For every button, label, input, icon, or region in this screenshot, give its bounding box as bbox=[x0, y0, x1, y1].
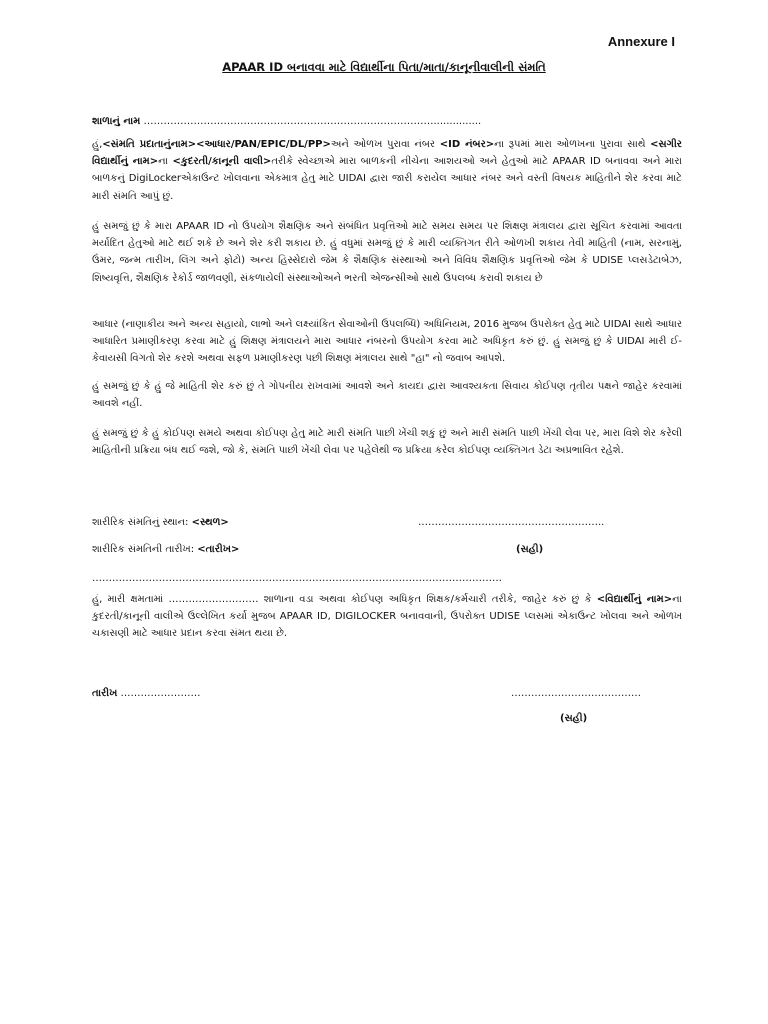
consent-paragraph-4: હું સમજું છું કે હું જે માહિતી શેર કરું છું તે ગોપનીય રાખવામાં આવશે અને કાયદા દ્વારા આવશ્યકતા સિવાય કોઈપણ તૃતીય પક્ષને જાહેર કરવામાં આવશે નહીં. bbox=[92, 381, 682, 410]
p6-text-2: ના કુદરતી/કાનૂની વાલીએ ઉલ્લેખિત કર્યા મુજબ APAAR ID, DIGILOCKER બનાવવાની, ઉપરોક્ત UDISE પ્લસમાં એકાઉન્ટ ખોલવા અને ઓળખ ચકાસણી માટે આધાર પ્રદાન કરવા સંમત થયા છે. bbox=[92, 594, 682, 640]
declaration-date-dots: …………………… bbox=[120, 688, 201, 699]
p1-text-3: ના રૂપમાં મારા ઓળખના પુરાવા સાથે bbox=[494, 139, 651, 150]
declaration-paragraph bbox=[92, 591, 682, 643]
annexure-label: Annexure I bbox=[607, 34, 675, 49]
school-name-label: શાળાનું નામ bbox=[92, 116, 141, 127]
separator-dots: …………………………………………………………………………………………………………… bbox=[92, 573, 502, 584]
consent-date-value: <તારીખ> bbox=[197, 544, 240, 555]
school-name-line bbox=[92, 113, 682, 130]
consent-date-line bbox=[92, 544, 239, 555]
declaration-date-label: તારીખ bbox=[92, 688, 118, 699]
consent-place-line bbox=[92, 517, 229, 528]
school-name-dots: ……………………………………………………………………………............... bbox=[143, 116, 482, 127]
consent-paragraph-5: હું સમજું છું કે હું કોઈપણ સમયે અથવા કોઈપણ હેતુ માટે મારી સંમતિ પાછી ખેંચી શકું છું અને મારી સંમતિ પાછી ખેંચી લેવા પર, મારા વિશે શેર કરેલી માહિતીની પ્રક્રિયા બંધ થઈ જશે, જો કે, સંમતિ પાછી ખેંચી લેવા પર પહેલેથી જ પ્રક્રિયા કરેલ કોઈપણ વ્યક્તિગત ડેટા અપ્રભાવિત રહેશે. bbox=[92, 428, 682, 457]
consent-paragraph-2: હું સમજું છું કે મારા APAAR ID નો ઉપયોગ શૈક્ષણિક અને સંબંધિત પ્રવૃત્તિઓ માટે સમય સમય પર શિક્ષણ મંત્રાલય દ્વારા સૂચિત કરવામાં આવતા મર્યાદિત હેતુઓ માટે થઈ શકે છે અને શેર કરી શકાય છે. હું વધુમાં સમજું છું કે મારી વ્યક્તિગત રીતે ઓળખી શકાય તેવી માહિતી (નામ, સરનામું, ઉંમર, જન્મ તારીખ, લિંગ અને ફોટો) અન્ય હિસ્સેદારો જેમ કે શૈક્ષણિક સંસ્થાઓ અને વિવિધ શૈક્ષણિક પ્રવૃત્તિઓ જેમ કે UDISE પ્લસડેટાબેઝ, શિષ્યવૃત્તિ, શૈક્ષણિક રેકોર્ડ જાળવણી, સંકળાયેલી સંસ્થાઓઅને ભરતી એજન્સીઓ સાથે ઉપલબ્ધ કરાવી શકાય છે bbox=[92, 221, 682, 284]
p1-guardian-placeholder: <કુદરતી/કાનૂની વાલી> bbox=[172, 156, 272, 168]
p1-text-4: ના bbox=[158, 156, 173, 168]
consent-paragraph-3: આધાર (નાણાકીય અને અન્ય સહાયો, લાભો અને લક્ષ્યાંકિત સેવાઓની ઉપલબ્ધિ) અધિનિયમ, 2016 મુજબ ઉપરોક્ત હેતુ માટે UIDAI સાથે આધાર આધારિત પ્રમાણીકરણ કરવા માટે હું શિક્ષણ મંત્રાલયને મારા આધાર નંબરનો ઉપયોગ કરવા માટે અધિકૃત કરું છું. હું સમજું છું કે UIDAI મારી ઈ-કેવાયસી વિગતો શેર કરશે અથવા સફળ પ્રમાણીકરણ પછી શિક્ષણ મંત્રાલય સાથે "હા" નો જવાબ આપશે. bbox=[92, 319, 682, 365]
p1-text-5: તરીકે સ્વેચ્છાએ મારા બાળકની નીચેના આશયઓ અને હેતુઓ માટે APAAR ID બનાવવા અને મારા બાળકનું DigiLockerએકાઉન્ટ ખોલવાના એકમાત્ર હેતુ માટે UIDAI દ્વારા જારી કરાયેલ આધાર નંબર અને વસ્તી વિષયક માહિતીને શેર કરવા માટે મારી સંમતિ આપું છું. bbox=[92, 156, 682, 202]
p1-text-2: અને ઓળખ પુરાવા નંબર bbox=[330, 139, 440, 150]
official-signature-label: (સહી) bbox=[560, 713, 588, 724]
consent-date-label: શારીરિક સંમતિની તારીખ: bbox=[92, 544, 198, 555]
declaration-date-line bbox=[92, 688, 201, 699]
p1-provider-placeholder: <સંમતિ પ્રદાતાનુંનામ><આધાર/PAN/EPIC/DL/PP> bbox=[102, 139, 331, 150]
p6-student-placeholder: <વિદ્યાર્થીનું નામ> bbox=[596, 594, 673, 605]
place-signature-dots: ……………………………………………….. bbox=[418, 517, 605, 528]
p1-student-placeholder: <સગીર વિદ્યાર્થીનું નામ> bbox=[92, 139, 682, 168]
consent-paragraph-1 bbox=[92, 136, 682, 205]
p6-text-1: હું, મારી ક્ષમતામાં ……………………… શાળાના વડા અથવા કોઈપણ અધિકૃત શિક્ષક/કર્મચારી તરીકે, જાહેર કરું છું કે bbox=[92, 594, 597, 605]
declaration-signature-dots: ………………………………… bbox=[511, 688, 641, 699]
form-title: APAAR ID બનાવવા માટે વિદ્યાર્થીના પિતા/માતા/કાનૂનીવાલીની સંમતિ bbox=[222, 60, 546, 74]
guardian-signature-label: (સહી) bbox=[516, 544, 544, 555]
p1-id-placeholder: <ID નંબર> bbox=[439, 139, 495, 150]
consent-place-label: શારીરિક સંમતિનું સ્થાન: bbox=[92, 517, 192, 528]
consent-place-value: <સ્થળ> bbox=[191, 517, 229, 528]
p1-text-1: હું, bbox=[92, 139, 103, 150]
